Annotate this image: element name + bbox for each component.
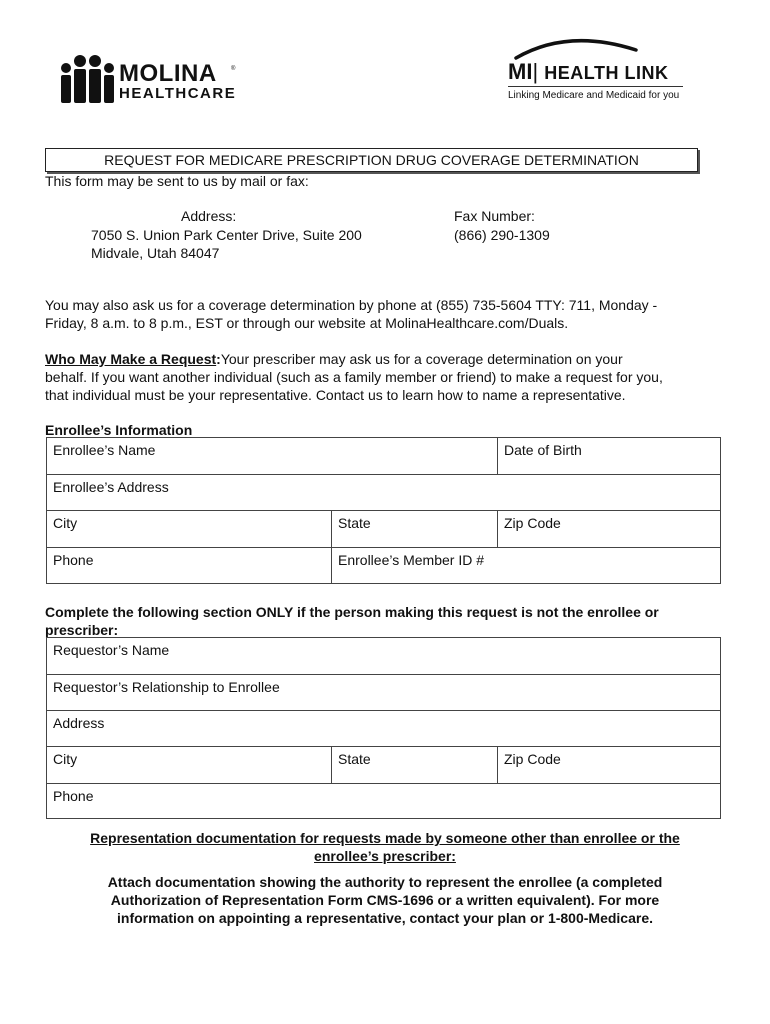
- who-text-line3: that individual must be your representative. Contact us to learn how to name a representative.: [45, 387, 626, 403]
- enrollee-row-name: [47, 438, 720, 475]
- enrollee-row-phone: [47, 548, 720, 584]
- requestor-address-label: Address: [53, 715, 105, 731]
- address-line1: 7050 S. Union Park Center Drive, Suite 200: [91, 227, 362, 243]
- enrollee-member-id-label: Enrollee’s Member ID #: [338, 552, 485, 568]
- phone-paragraph-line2: Friday, 8 a.m. to 8 p.m., EST or through our website at MolinaHealthcare.com/Duals.: [45, 315, 569, 331]
- requestor-name-field[interactable]: [47, 638, 720, 674]
- requestor-info-table: [46, 637, 721, 819]
- fax-label: Fax Number:: [454, 208, 535, 224]
- fax-number: (866) 290-1309: [454, 227, 550, 243]
- enrollee-row-city: [47, 511, 720, 548]
- mi-logo-main: MI| HEALTH LINK: [508, 59, 669, 84]
- requestor-row-name: [47, 638, 720, 675]
- requestor-name-label: Requestor’s Name: [53, 642, 170, 658]
- enrollee-dob-label: Date of Birth: [504, 442, 582, 458]
- who-heading-colon: :: [216, 351, 221, 367]
- requestor-zip-field[interactable]: [497, 747, 720, 783]
- requestor-row-relationship: [47, 675, 720, 711]
- enrollee-row-address: [47, 475, 720, 511]
- enrollee-zip-field[interactable]: [497, 511, 720, 547]
- enrollee-phone-field[interactable]: [47, 548, 331, 584]
- requestor-row-phone: [47, 784, 720, 819]
- mi-logo-name: HEALTH LINK: [544, 63, 669, 83]
- enrollee-phone-label: Phone: [53, 552, 94, 568]
- requestor-address-field[interactable]: [47, 711, 720, 746]
- enrollee-info-table: [46, 437, 721, 584]
- form-title: REQUEST FOR MEDICARE PRESCRIPTION DRUG COVERAGE DETERMINATION: [45, 148, 698, 172]
- molina-logo-sub: HEALTHCARE: [119, 85, 237, 102]
- enrollee-city-label: City: [53, 515, 78, 531]
- who-paragraph-line1: [45, 350, 623, 368]
- enrollee-address-label: Enrollee’s Address: [53, 479, 169, 495]
- requestor-relationship-field[interactable]: [47, 675, 720, 710]
- enrollee-name-field[interactable]: [47, 438, 497, 474]
- enrollee-zip-label: Zip Code: [504, 515, 561, 531]
- who-text-line1: Your prescriber may ask us for a coverage determination on your: [220, 351, 623, 367]
- address-label: Address:: [181, 208, 237, 224]
- enrollee-city-field[interactable]: [47, 511, 331, 547]
- enrollee-state-field[interactable]: [331, 511, 497, 547]
- enrollee-state-label: State: [338, 515, 371, 531]
- mi-logo-divider: [508, 86, 683, 87]
- enrollee-name-label: Enrollee’s Name: [53, 442, 156, 458]
- mi-logo-tagline: Linking Medicare and Medicaid for you: [508, 90, 680, 101]
- who-text-line2: behalf. If you want another individual (such as a family member or friend) to make a request for you,: [45, 369, 663, 385]
- enrollee-address-field[interactable]: [47, 475, 720, 510]
- representation-text-line1: Attach documentation showing the authority to represent the enrollee (a completed: [107, 874, 663, 890]
- requestor-heading-line2: prescriber:: [45, 622, 119, 638]
- requestor-city-field[interactable]: [47, 747, 331, 783]
- representation-text-line2: Authorization of Representation Form CMS-1696 or a written equivalent). For more: [110, 892, 660, 908]
- who-heading: Who May Make a Request: [45, 351, 217, 367]
- molina-people-icon: [56, 48, 118, 108]
- requestor-phone-label: Phone: [53, 788, 94, 804]
- requestor-row-address: [47, 711, 720, 747]
- molina-healthcare-logo: [56, 48, 246, 108]
- molina-logo-name: MOLINA: [119, 60, 217, 87]
- enrollee-member-id-field[interactable]: [331, 548, 720, 584]
- phone-paragraph-line1: You may also ask us for a coverage determination by phone at (855) 735-5604 TTY: 711, Monday -: [45, 297, 658, 313]
- requestor-phone-field[interactable]: [47, 784, 720, 819]
- intro-text: This form may be sent to us by mail or fax:: [45, 173, 309, 189]
- representation-heading-line2: enrollee’s prescriber:: [314, 848, 456, 864]
- mi-health-link-logo: [508, 32, 688, 107]
- requestor-state-field[interactable]: [331, 747, 497, 783]
- requestor-row-city: [47, 747, 720, 784]
- requestor-relationship-label: Requestor’s Relationship to Enrollee: [53, 679, 280, 695]
- requestor-zip-label: Zip Code: [504, 751, 561, 767]
- mi-logo-prefix: MI: [508, 59, 533, 84]
- requestor-heading-line1: Complete the following section ONLY if the person making this request is not the enrollee or: [45, 604, 659, 620]
- molina-logo-tm: ®: [231, 66, 236, 72]
- representation-text-line3: information on appointing a representative, contact your plan or 1-800-Medicare.: [117, 910, 653, 926]
- enrollee-dob-field[interactable]: [497, 438, 720, 474]
- enrollee-heading: Enrollee’s Information: [45, 422, 193, 438]
- requestor-state-label: State: [338, 751, 371, 767]
- address-line2: Midvale, Utah 84047: [91, 245, 220, 261]
- mi-swoosh-icon: [508, 32, 688, 62]
- representation-heading-line1: Representation documentation for requests made by someone other than enrollee or the: [90, 830, 680, 846]
- requestor-city-label: City: [53, 751, 78, 767]
